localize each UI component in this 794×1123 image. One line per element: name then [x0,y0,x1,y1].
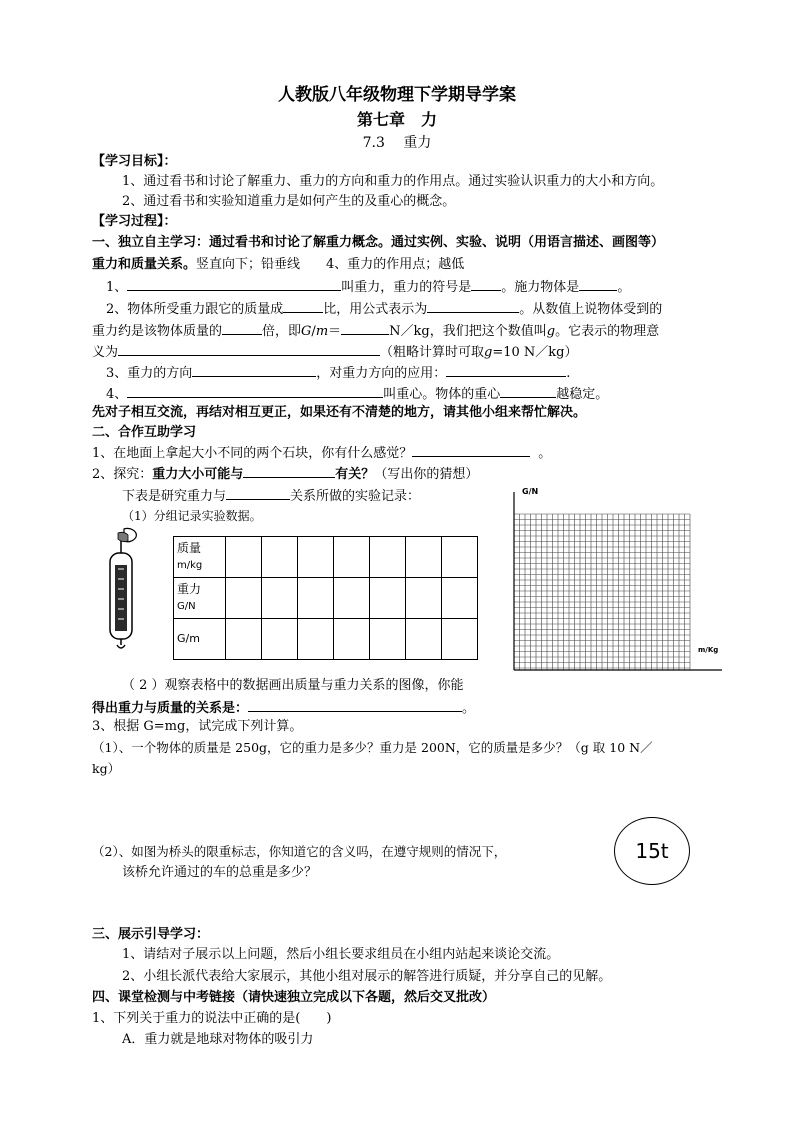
p2-q2-hint: （写出你的猜想） [374,467,479,482]
p2-q3: 3、根据 G=mg，试完成下列计算。 [92,719,303,734]
q2-text: 。它表示的物理意 [555,324,660,339]
answer-blank[interactable] [192,363,316,377]
formula-m: m [315,324,329,339]
answer-blank[interactable] [222,321,262,335]
table-cell[interactable] [334,537,370,578]
table-cell[interactable] [442,578,478,619]
table-cell[interactable] [442,619,478,660]
weight-limit-sign: 15t [614,817,690,885]
answer-blank[interactable] [471,277,501,291]
table-cell[interactable] [406,578,442,619]
table-row [174,619,478,660]
table-cell[interactable] [298,537,334,578]
q1-mid2: 。施力物体是 [501,280,580,295]
q2-text: （粗略计算时可取 [380,345,485,360]
q1-prefix: 1、 [106,280,128,295]
part2-heading: 二、合作互助学习 [92,425,197,440]
doc-title: 人教版八年级物理下学期导学案 [278,85,516,105]
q2-text: 义为 [92,345,119,360]
q2-text: 2、物体所受重力跟它的质量成 [106,302,284,317]
answer-blank[interactable] [500,384,556,398]
table-cell[interactable] [226,537,262,578]
answer-blank[interactable] [341,321,389,335]
row-label-mass: 质量 m/kg [174,537,226,578]
formula-slash: / [311,324,316,339]
part1-heading-b: 重力和质量关系。 [92,257,197,272]
formula-eq: ＝ [328,324,342,339]
q1-line [106,277,630,297]
answer-blank[interactable] [127,384,383,398]
calc1-line2: kg） [92,761,121,776]
q2-text: 重力约是该物体质量的 [92,324,223,339]
x-axis-label: m/Kg [698,646,719,654]
part1-heading: 一、独立自主学习：通过看书和讨论了解重力概念。通过实例、实验、说明（用语言描述、画图等） [92,235,665,250]
q1-end: 。 [617,280,631,295]
answer-blank[interactable] [243,464,335,478]
objective-item: 1、通过看书和讨论了解重力、重力的方向和重力的作用点。通过实验认识重力的大小和方向。 [122,174,664,189]
table-cell[interactable] [406,537,442,578]
table-cell[interactable] [262,537,298,578]
answer-blank[interactable] [412,443,530,457]
table-cell[interactable] [370,619,406,660]
p2-q2-text: 2、探究： [92,467,153,482]
part3-item: 2、小组长派代表给大家展示，其他小组对展示的解答进行质疑，并分享自己的见解。 [122,969,612,984]
grid-lines [514,514,690,670]
process-heading: 【学习过程】： [92,214,177,229]
objectives-heading: 【学习目标】： [92,154,177,169]
table-intro [122,486,420,506]
row-label-ratio: G/m [174,619,226,660]
answer-blank[interactable] [118,342,380,356]
q4-text: 4、 [106,387,128,402]
formula-g: G [301,324,312,339]
p2-q2-bold: 有关？ [335,467,375,482]
chapter-title: 第七章 力 [356,110,437,129]
table-cell[interactable] [370,537,406,578]
table-cell[interactable] [262,619,298,660]
step2-end: 。 [462,701,476,716]
objective-item: 2、通过看书和实验知道重力是如何产生的及重心的概念。 [122,194,456,209]
part3-heading: 三、展示引导学习： [92,927,210,942]
part4-q1: 1、下列关于重力的说法中正确的是( ) [92,1011,332,1026]
calc1-line1: （1）、一个物体的质量是 250g，它的重力是多少？重力是 200N，它的质量是多少？（g 取 10 N／ [92,740,653,755]
spring-scale-illustration [100,527,142,651]
calc2-line1: （2）、如图为桥头的限重标志，你知道它的含义吗，在遵守规则的情况下， [92,844,507,859]
part3-item: 1、请结对子展示以上问题，然后小组长要求组员在小组内站起来谈论交流。 [122,947,560,962]
y-axis-label: G/N [522,487,539,496]
table-cell[interactable] [334,578,370,619]
p2-q1-end: 。 [538,446,552,461]
step2-bold: 得出重力与质量的关系是： [92,701,249,716]
table-cell[interactable] [334,619,370,660]
q3-line [106,363,570,383]
q2-text: 。从数值上说物体受到的 [519,302,663,317]
calc2-line2: 该桥允许通过的车的总重是多少？ [122,865,318,880]
answer-blank[interactable] [127,277,341,291]
p2-q2-line [92,464,478,484]
answer-blank[interactable] [427,299,519,313]
q2-text: =10 N／kg） [492,345,578,360]
q2-line2 [92,321,659,341]
table-row [174,537,478,578]
table-intro-text: 关系所做的实验记录： [290,489,421,504]
table-intro-text: 下表是研究重力与 [122,489,227,504]
table-cell[interactable] [226,578,262,619]
q2-text: N／kg，我们把这个数值叫 [389,324,547,339]
q3-text: 3、重力的方向 [106,366,193,381]
q1-mid: 叫重力，重力的符号是 [341,280,472,295]
answer-blank[interactable] [226,486,290,500]
q2-text: 比，用公式表示为 [323,302,428,317]
answer-blank[interactable] [283,299,323,313]
table-cell[interactable] [262,578,298,619]
table-cell[interactable] [442,537,478,578]
step1-text: （1）分组记录实验数据。 [122,509,262,523]
grid-graph-paper[interactable] [500,484,730,674]
q2-line1 [106,299,662,319]
table-cell[interactable] [226,619,262,660]
section-title: 7.3 重力 [362,135,432,151]
table-cell[interactable] [370,578,406,619]
answer-blank[interactable] [579,277,617,291]
table-row [174,578,478,619]
table-cell[interactable] [406,619,442,660]
data-table [173,536,478,660]
part1-heading-cont [92,256,464,274]
q4-text: 越稳定。 [556,387,609,402]
table-cell[interactable] [298,578,334,619]
step2-line2 [92,698,475,718]
formula-g-symbol: g [484,345,493,360]
q2-text: 倍，即 [262,324,302,339]
part1-heading-rest: 竖直向下；铅垂线 4、重力的作用点；越低 [196,257,465,272]
p2-q1-line [92,443,551,463]
table-cell[interactable] [298,619,334,660]
p2-q2-bold: 重力大小可能与 [152,467,244,482]
q3-text: . [566,366,571,381]
p2-q1-text: 1、在地面上拿起大小不同的两个石块，你有什么感觉？ [92,446,413,461]
part4-option-a[interactable]: A．重力就是地球对物体的吸引力 [122,1032,314,1047]
q4-text: 叫重心。物体的重心 [383,387,501,402]
exchange-note: 先对子相互交流，再结对相互更正，如果还有不清楚的地方，请其他小组来帮忙解决。 [92,405,587,420]
q2-line3 [92,342,578,362]
q4-line [106,384,608,404]
q3-text: ，对重力方向的应用： [316,366,447,381]
formula-g-symbol: g [546,324,556,339]
step2-line1: （ 2 ）观察表格中的数据画出质量与重力关系的图像，你能 [122,678,464,693]
part4-heading: 四、课堂检测与中考链接（请快速独立完成以下各题，然后交叉批改） [92,990,496,1005]
answer-blank[interactable] [446,363,566,377]
answer-blank[interactable] [248,698,462,712]
row-label-weight: 重力 G/N [174,578,226,619]
